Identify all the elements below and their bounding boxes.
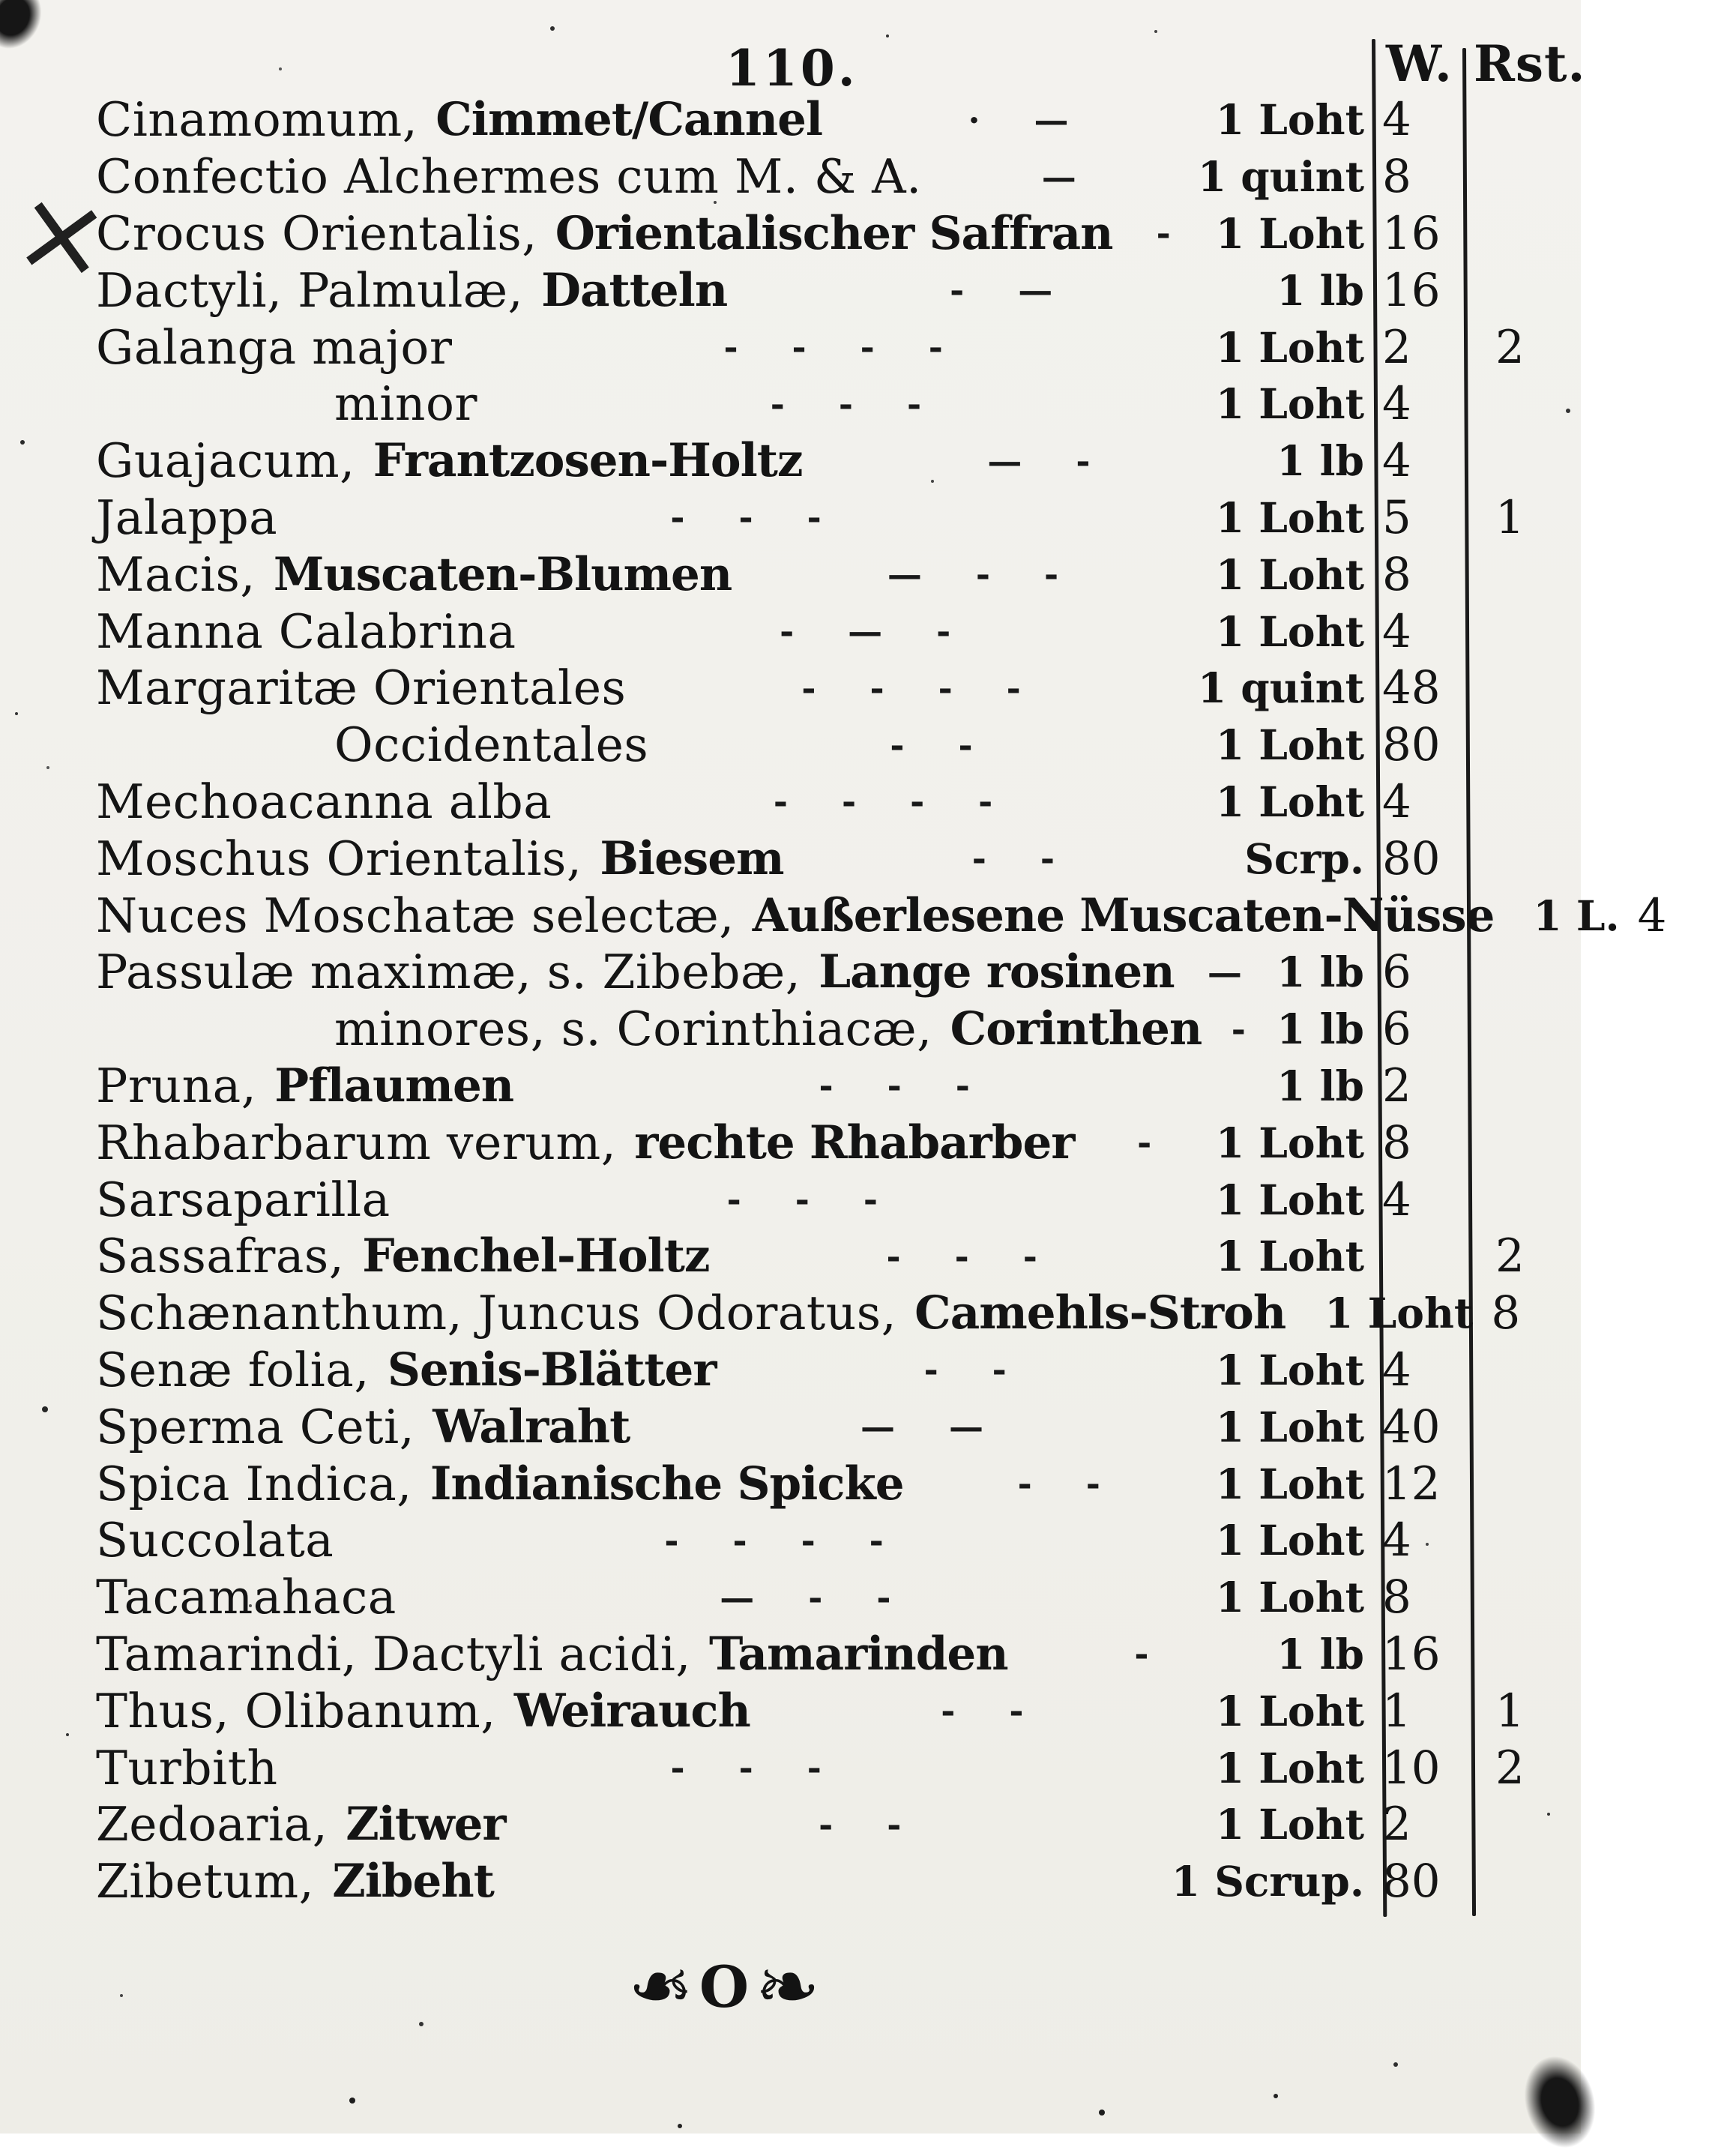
price-w-value: 40: [1382, 1400, 1441, 1454]
german-name: rechte Rhabarber: [634, 1115, 1075, 1169]
latin-name: minores, s. Corinthiacæ,: [334, 1002, 932, 1057]
table-row: [96, 1228, 1563, 1285]
leader-dashes: - - -: [819, 1065, 971, 1106]
german-name: Orientalischer Saffran: [555, 206, 1113, 260]
latin-name: Dactyli, Palmulæ,: [96, 262, 524, 318]
unit-quantity: 1 Loht: [1215, 1743, 1364, 1792]
table-row: [96, 1398, 1563, 1455]
table-row: [96, 1114, 1563, 1171]
column-header-w: W.: [1386, 34, 1453, 93]
row-main: [96, 320, 1372, 375]
latin-name: Sperma Ceti,: [96, 1399, 415, 1454]
row-main: [96, 1513, 1372, 1568]
unit-quantity: 1 Loht: [1215, 1459, 1364, 1508]
latin-name: Mechoacanna alba: [96, 774, 552, 829]
table-row: [96, 1796, 1563, 1853]
unit-quantity: 1 Loht: [1215, 777, 1364, 826]
row-main: [96, 1627, 1372, 1681]
unit-quantity: 1 Loht: [1215, 1516, 1364, 1565]
row-main: [96, 774, 1372, 829]
price-w-value: 8: [1382, 1571, 1411, 1624]
row-main: [96, 490, 1372, 545]
price-w-value: 4: [1382, 1514, 1411, 1568]
unit-quantity: 1 Loht: [1215, 606, 1364, 656]
unit-quantity: 1 lb: [1277, 1629, 1364, 1678]
price-rst-value: 2: [1495, 1229, 1525, 1283]
table-row: [96, 376, 1563, 433]
price-w-value: 2: [1382, 320, 1411, 374]
row-main: [96, 1400, 1372, 1454]
leader-dashes: — - -: [720, 1577, 893, 1618]
price-w-value: 8: [1382, 150, 1411, 204]
latin-name: Thus, Olibanum,: [96, 1683, 496, 1738]
table-row: [96, 148, 1563, 205]
table-row: [96, 660, 1563, 717]
row-main: [96, 1229, 1372, 1283]
price-w-value: 16: [1382, 206, 1441, 260]
price-w-value: 4: [1637, 888, 1667, 942]
price-rst-value: 2: [1495, 1741, 1525, 1795]
scan-corner-blob-bottom-right: [1515, 2048, 1606, 2156]
row-main: [96, 945, 1372, 999]
unit-quantity: 1 Loht: [1215, 1402, 1364, 1451]
german-name: Biesem: [600, 831, 784, 885]
price-w-value: 16: [1382, 1627, 1441, 1681]
latin-name: Rhabarbarum verum,: [96, 1115, 617, 1170]
latin-name: Manna Calabrina: [96, 603, 516, 659]
price-table: [96, 91, 1667, 1910]
table-row: [96, 1626, 1563, 1683]
leader-dashes: - -: [819, 1804, 903, 1845]
table-row: [96, 1569, 1563, 1626]
fleuron-right-icon: ❧: [755, 1941, 821, 2032]
column-header-rst: Rst.: [1474, 34, 1586, 93]
leader-dashes: —: [1207, 951, 1244, 993]
price-rst-value: 1: [1495, 490, 1525, 544]
leader-dashes: - - - -: [723, 327, 944, 368]
row-main: [96, 1286, 1480, 1340]
unit-quantity: 1 Loht: [1215, 1345, 1364, 1394]
leader-dashes: - —: [950, 270, 1055, 311]
unit-quantity: 1 Loht: [1215, 1686, 1364, 1735]
row-main: [96, 1684, 1372, 1738]
german-name: Indianische Spicke: [429, 1457, 904, 1511]
price-w-value: 16: [1382, 263, 1441, 317]
unit-quantity: 1 Loht: [1215, 322, 1364, 372]
unit-quantity: 1 Loht: [1215, 1800, 1364, 1849]
price-w-value: 1: [1382, 1684, 1411, 1738]
row-main: [96, 1343, 1372, 1397]
table-row: [96, 319, 1563, 376]
table-row: [96, 205, 1563, 262]
row-main: [96, 888, 1627, 943]
leader-dashes: - -: [923, 1349, 1008, 1391]
table-row: [96, 603, 1563, 660]
leader-dashes: - - -: [726, 1179, 879, 1220]
price-w-value: 6: [1382, 1002, 1411, 1056]
latin-name: Margaritæ Orientales: [96, 660, 627, 716]
unit-quantity: 1 L.: [1533, 891, 1620, 940]
margin-x-mark: ×: [5, 163, 119, 307]
table-row: [96, 1682, 1563, 1739]
price-w-value: 80: [1382, 831, 1441, 885]
table-row: [96, 1455, 1563, 1512]
leader-dashes: - - - -: [801, 667, 1022, 708]
german-name: Datteln: [541, 263, 728, 317]
unit-quantity: 1 lb: [1277, 1005, 1364, 1054]
price-w-value: 4: [1382, 774, 1411, 828]
latin-name: Passulæ maximæ, s. Zibebæ,: [96, 945, 801, 1000]
price-w-value: 48: [1382, 661, 1441, 715]
leader-dashes: - -: [941, 1690, 1025, 1732]
row-main: [96, 1570, 1372, 1624]
table-row: [96, 1342, 1563, 1399]
latin-name: Zibetum,: [96, 1854, 315, 1909]
fleuron-left-icon: ❧: [627, 1941, 693, 2032]
price-rst-value: 1: [1495, 1684, 1525, 1738]
table-row: [96, 1171, 1563, 1228]
unit-quantity: 1 Scrup.: [1171, 1857, 1364, 1906]
leader-dashes: - - -: [886, 1235, 1039, 1277]
table-row: [96, 1739, 1563, 1796]
leader-dashes: - - - -: [664, 1520, 885, 1561]
price-w-value: 8: [1382, 1115, 1411, 1169]
leader-dashes: - - -: [670, 497, 823, 538]
price-w-value: 80: [1382, 1855, 1441, 1909]
unit-quantity: 1 Loht: [1215, 95, 1364, 145]
unit-quantity: 1 Loht: [1215, 1573, 1364, 1622]
table-row: [96, 1512, 1563, 1569]
unit-quantity: 1 quint: [1197, 152, 1364, 202]
latin-name: Turbith: [96, 1740, 278, 1795]
latin-name: Jalappa: [96, 490, 278, 545]
latin-name: Nuces Moschatæ selectæ,: [96, 888, 735, 943]
row-main: [96, 604, 1372, 659]
latin-name: Macis,: [96, 546, 256, 602]
unit-quantity: 1 quint: [1197, 663, 1364, 713]
table-row: [96, 433, 1563, 490]
unit-quantity: 1 Loht: [1215, 720, 1364, 770]
leader-dashes: - -: [1017, 1463, 1102, 1505]
row-main: [96, 831, 1372, 886]
leader-dashes: — -: [987, 440, 1092, 481]
row-main: [96, 206, 1372, 261]
german-name: Frantzosen-Holtz: [373, 434, 803, 488]
unit-quantity: 1 Loht: [1215, 1118, 1364, 1167]
german-name: Außerlesene Muscaten-Nüsse: [752, 888, 1495, 942]
german-name: Fenchel-Holtz: [362, 1229, 710, 1283]
price-w-value: 80: [1382, 718, 1441, 772]
row-main: [96, 1741, 1372, 1795]
table-row: [96, 262, 1563, 319]
leader-dashes: —: [1041, 156, 1078, 197]
german-name: Weirauch: [513, 1684, 750, 1738]
latin-name: Sarsaparilla: [96, 1172, 391, 1227]
price-rst-value: 2: [1495, 320, 1525, 374]
price-w-value: 4: [1382, 377, 1411, 431]
price-w-value: 8: [1382, 547, 1411, 601]
table-row: [96, 774, 1563, 831]
unit-quantity: 1 lb: [1277, 436, 1364, 486]
table-row: [96, 490, 1563, 546]
german-name: Camehls-Stroh: [914, 1286, 1286, 1340]
row-main: [96, 547, 1372, 602]
german-name: Senis-Blätter: [387, 1343, 717, 1397]
leader-dashes: - - -: [770, 383, 923, 424]
leader-dashes: — - -: [887, 554, 1061, 595]
row-main: [96, 263, 1372, 318]
row-main: [96, 149, 1372, 204]
unit-quantity: Scrp.: [1244, 834, 1364, 883]
unit-quantity: 1 lb: [1277, 1061, 1364, 1110]
unit-quantity: 1 Loht: [1215, 1232, 1364, 1281]
german-name: Corinthen: [950, 1002, 1202, 1056]
price-w-value: 5: [1382, 490, 1411, 544]
latin-name: Spica Indica,: [96, 1456, 412, 1511]
price-w-value: 4: [1382, 1343, 1411, 1397]
german-name: Pflaumen: [274, 1059, 514, 1112]
unit-quantity: 1 Loht: [1215, 549, 1364, 599]
latin-name: Crocus Orientalis,: [96, 205, 537, 261]
scan-specks: [0, 0, 3, 3]
leader-dashes: - -: [890, 724, 974, 765]
table-row: [96, 91, 1563, 148]
price-w-value: 4: [1382, 434, 1411, 488]
latin-name: Tacamahaca: [96, 1570, 397, 1625]
latin-name: Confectio Alchermes cum M. & A.: [96, 149, 922, 205]
latin-name: Occidentales: [334, 717, 649, 773]
row-main: [96, 1115, 1372, 1170]
leader-dashes: - - - -: [773, 781, 995, 822]
leader-dashes: — —: [860, 1406, 986, 1448]
row-main: [96, 376, 1372, 431]
unit-quantity: 1 Loht: [1215, 379, 1364, 429]
latin-name: Tamarindi, Dactyli acidi,: [96, 1626, 691, 1681]
unit-quantity: 1 Loht: [1215, 1175, 1364, 1224]
printer-ornament: [627, 1941, 821, 2032]
price-w-value: 4: [1382, 1172, 1411, 1226]
row-main: [96, 1059, 1372, 1113]
latin-name: minor: [334, 376, 478, 432]
german-name: Tamarinden: [708, 1627, 1008, 1681]
table-row: [96, 546, 1563, 603]
price-w-value: 6: [1382, 945, 1411, 999]
row-main: [96, 1457, 1372, 1511]
latin-name: Zedoaria,: [96, 1797, 328, 1852]
ornament-ring: O: [699, 1953, 750, 2020]
table-row: [96, 887, 1667, 944]
leader-dashes: - - -: [670, 1747, 823, 1788]
german-name: Zibeht: [332, 1855, 494, 1909]
price-w-value: 2: [1382, 1798, 1411, 1852]
unit-quantity: 1 lb: [1277, 265, 1364, 315]
leader-dashes: · —: [968, 99, 1070, 140]
row-main: [96, 1854, 1372, 1909]
german-name: Walraht: [432, 1400, 630, 1454]
leader-dashes: - — -: [780, 611, 953, 652]
unit-quantity: 1 Loht: [1215, 493, 1364, 542]
unit-quantity: 1 Loht: [1324, 1289, 1474, 1338]
latin-name: Moschus Orientalis,: [96, 831, 582, 886]
leader-dashes: -: [1134, 1633, 1151, 1675]
table-row: [96, 944, 1563, 1001]
row-main: [96, 660, 1372, 715]
leader-dashes: -: [1156, 213, 1172, 254]
row-main: [96, 1002, 1372, 1056]
latin-name: Galanga major: [96, 319, 453, 375]
unit-quantity: 1 Loht: [1215, 208, 1364, 258]
german-name: Zitwer: [346, 1798, 506, 1852]
latin-name: Pruna,: [96, 1058, 257, 1113]
price-w-value: 10: [1382, 1741, 1441, 1795]
german-name: Lange rosinen: [819, 945, 1175, 999]
leader-dashes: -: [1137, 1122, 1154, 1163]
row-main: [96, 92, 1372, 147]
latin-name: Sassafras,: [96, 1229, 345, 1284]
row-main: [96, 1797, 1372, 1852]
price-w-value: 2: [1382, 1059, 1411, 1112]
latin-name: Guajacum,: [96, 433, 355, 489]
leader-dashes: -: [1231, 1008, 1247, 1050]
latin-name: Senæ folia,: [96, 1342, 370, 1397]
row-main: [96, 433, 1372, 488]
latin-name: Succolata: [96, 1513, 334, 1568]
german-name: Muscaten-Blumen: [273, 547, 732, 601]
table-row: [96, 717, 1563, 774]
leader-dashes: - -: [971, 838, 1056, 879]
price-w-value: 4: [1382, 604, 1411, 658]
table-row: [96, 1001, 1563, 1058]
table-row: [96, 830, 1563, 887]
price-w-value: 8: [1491, 1286, 1521, 1340]
page-number: 110.: [726, 39, 858, 97]
price-w-value: 4: [1382, 93, 1411, 147]
german-name: Cimmet/Cannel: [435, 93, 823, 147]
scan-corner-blob-top-left: [0, 0, 52, 58]
table-row: [96, 1853, 1563, 1910]
row-main: [96, 1172, 1372, 1227]
row-main: [96, 717, 1372, 772]
unit-quantity: 1 lb: [1277, 948, 1364, 997]
latin-name: Schænanthum, Juncus Odoratus,: [96, 1286, 897, 1341]
table-row: [96, 1058, 1563, 1115]
table-row: [96, 1285, 1563, 1342]
latin-name: Cinamomum,: [96, 92, 418, 148]
price-w-value: 12: [1382, 1457, 1441, 1511]
